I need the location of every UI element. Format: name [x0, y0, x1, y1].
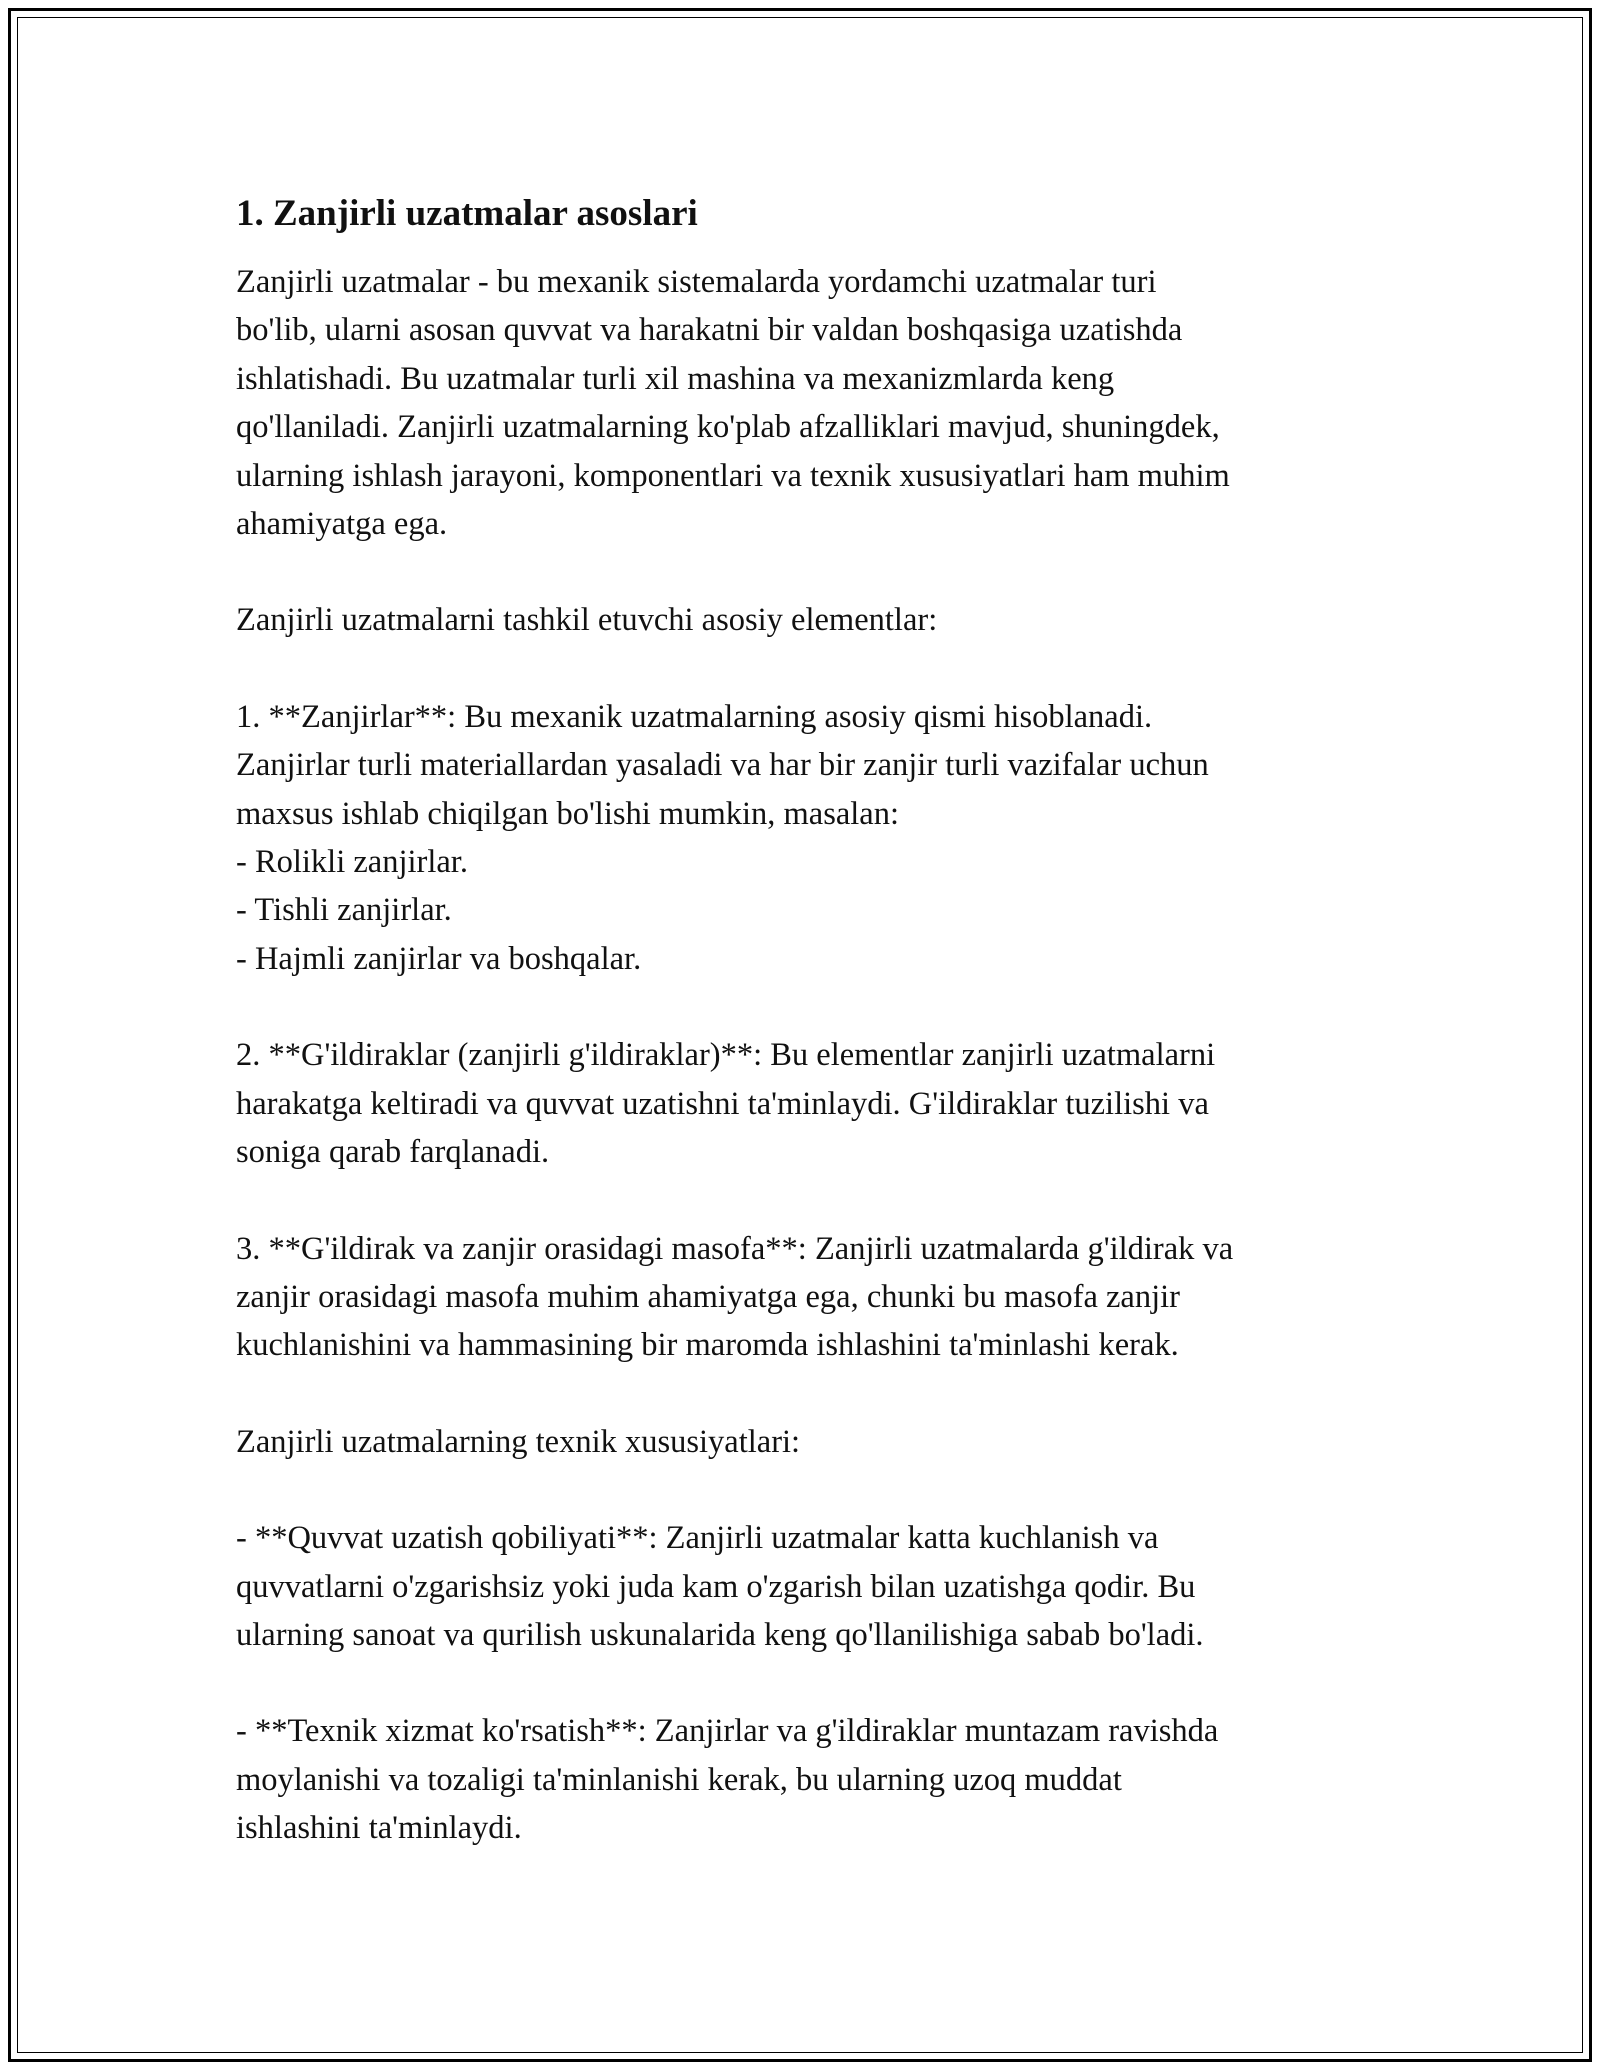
document-body	[236, 186, 1376, 1853]
intro-paragraph: Zanjirli uzatmalar - bu mexanik sistemalarda yordamchi uzatmalar turi bo'lib, ularni asosan quvvat va harakatni bir valdan boshqasiga uzatishda ishlatishadi. Bu uzatmalar turli xil mashina va mexanizmlarda keng qo'llaniladi. Zanjirli uzatmalarning ko'plab afzalliklari mavjud, shuningdek, ularning ishlash jarayoni, komponentlari va texnik xususiyatlari ham muhim ahamiyatga ega.	[236, 264, 1230, 543]
elements-intro: Zanjirli uzatmalarni tashkil etuvchi asosiy elementlar:	[236, 602, 938, 639]
list-item-distance: 3. **G'ildirak va zanjir orasidagi masofa**: Zanjirli uzatmalarda g'ildirak va zanjir orasidagi masofa muhim ahamiyatga ega, chunki bu masofa zanjir kuchlanishini va hammasining bir maromda ishlashini ta'minlashi kerak.	[236, 1230, 1234, 1364]
specs-intro: Zanjirli uzatmalarning texnik xususiyatlari:	[236, 1423, 801, 1460]
list-item-chains: 1. **Zanjirlar**: Bu mexanik uzatmalarning asosiy qismi hisoblanadi. Zanjirlar turli materiallardan yasaladi va har bir zanjir turli vazifalar uchun maxsus ishlab chiqilgan bo'lishi mumkin, masalan: - Rolikli zanjirlar. - Tishli zanjirlar. - Hajmli zanjirlar va boshqalar.	[236, 698, 1209, 977]
list-item-sprockets: 2. **G'ildiraklar (zanjirli g'ildiraklar)**: Bu elementlar zanjirli uzatmalarni harakatga keltiradi va quvvat uzatishni ta'minlaydi. G'ildiraklar tuzilishi va soniga qarab farqlanadi.	[236, 1037, 1216, 1171]
section-heading: 1. Zanjirli uzatmalar asoslari	[236, 193, 698, 234]
spec-item-maintenance: - **Texnik xizmat ko'rsatish**: Zanjirlar va g'ildiraklar muntazam ravishda moylanishi va tozaligi ta'minlanishi kerak, bu ularning uzoq muddat ishlashini ta'minlaydi.	[236, 1713, 1219, 1847]
spec-item-power: - **Quvvat uzatish qobiliyati**: Zanjirli uzatmalar katta kuchlanish va quvvatlarni o'zgarishsiz yoki juda kam o'zgarish bilan uzatishga qodir. Bu ularning sanoat va qurilish uskunalarida keng qo'llanilishiga sabab bo'ladi.	[236, 1520, 1204, 1653]
